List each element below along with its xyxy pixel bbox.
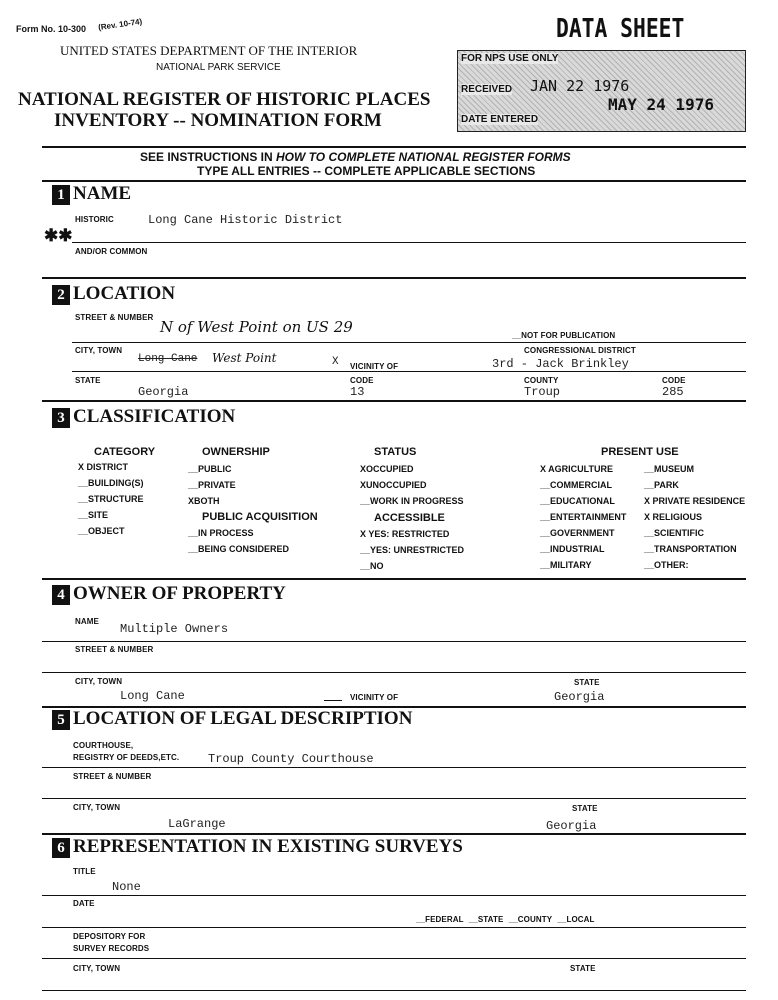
historic-value[interactable]: Long Cane Historic District (148, 213, 343, 227)
section-3-divider (42, 578, 746, 580)
section-5-divider (42, 833, 746, 835)
category-heading: CATEGORY (94, 446, 156, 458)
form-title-line2: INVENTORY -- NOMINATION FORM (54, 110, 382, 131)
instructions-line1 (140, 150, 571, 164)
accessible-restricted[interactable]: X YES: RESTRICTED (360, 529, 450, 539)
header-divider (42, 146, 746, 148)
county-value[interactable]: Troup (524, 385, 561, 399)
category-buildings[interactable]: __BUILDING(S) (78, 478, 144, 488)
ownership-both[interactable]: XBOTH (188, 496, 220, 506)
section-4-title: OWNER OF PROPERTY (73, 583, 286, 604)
use-educational[interactable]: __EDUCATIONAL (540, 496, 615, 506)
form-title-line1: NATIONAL REGISTER OF HISTORIC PLACES (18, 89, 431, 110)
owner-name-value[interactable]: Multiple Owners (120, 622, 229, 636)
section-5-title: LOCATION OF LEGAL DESCRIPTION (73, 708, 413, 729)
survey-city-label: CITY, TOWN (73, 964, 121, 973)
nps-use-box (457, 50, 746, 132)
county-label: COUNTY (524, 376, 559, 385)
legal-state-label: STATE (572, 804, 598, 813)
street-line (72, 342, 746, 343)
legal-city-label: CITY, TOWN (73, 803, 121, 812)
survey-title-value[interactable]: None (112, 880, 141, 894)
code-label: CODE (350, 376, 374, 385)
accessible-unrestricted[interactable]: __YES: UNRESTRICTED (360, 545, 465, 555)
city-value-struck: Long Cane (138, 353, 198, 365)
date-entered-value: MAY 24 1976 (608, 95, 714, 114)
survey-date-line (42, 927, 746, 928)
owner-street-line (42, 672, 746, 673)
ownership-private[interactable]: __PRIVATE (188, 480, 236, 490)
category-site[interactable]: __SITE (78, 510, 109, 520)
section-4-number: 4 (52, 585, 70, 605)
category-object[interactable]: __OBJECT (78, 526, 125, 536)
use-transportation[interactable]: __TRANSPORTATION (644, 544, 737, 554)
section-5-number: 5 (52, 710, 70, 730)
form-revision: (Rev. 10-74) (97, 16, 143, 33)
state-value[interactable]: Georgia (138, 385, 189, 399)
legal-city-value[interactable]: LaGrange (168, 817, 226, 831)
courthouse-value[interactable]: Troup County Courthouse (208, 752, 374, 766)
service-name: NATIONAL PARK SERVICE (156, 62, 281, 73)
vicinity-mark[interactable]: X (332, 356, 339, 368)
use-entertainment[interactable]: __ENTERTAINMENT (540, 512, 627, 522)
congressional-district-value[interactable]: 3rd - Jack Brinkley (492, 357, 629, 371)
legal-street-label: STREET & NUMBER (73, 772, 152, 781)
use-military[interactable]: __MILITARY (540, 560, 592, 570)
section-1-title: NAME (73, 183, 132, 204)
accessible-no[interactable]: __NO (360, 561, 384, 571)
depository-label-1: DEPOSITORY FOR (73, 932, 146, 941)
instructions-divider (42, 180, 746, 182)
legal-state-value[interactable]: Georgia (546, 819, 597, 833)
acquisition-being-considered[interactable]: __BEING CONSIDERED (188, 544, 290, 554)
city-value[interactable]: West Point (212, 351, 277, 365)
ownership-heading: OWNERSHIP (202, 446, 270, 458)
owner-vicinity-blank (324, 700, 342, 701)
form-number: Form No. 10-300 (16, 24, 87, 34)
acquisition-in-process[interactable]: __IN PROCESS (188, 528, 254, 538)
owner-street-label: STREET & NUMBER (75, 645, 154, 654)
not-for-publication[interactable]: __NOT FOR PUBLICATION (512, 331, 616, 340)
street-label: STREET & NUMBER (75, 313, 154, 322)
instructions-italic: HOW TO COMPLETE NATIONAL REGISTER FORMS (276, 150, 571, 164)
use-park[interactable]: __PARK (644, 480, 679, 490)
state-label: STATE (75, 376, 101, 385)
section-3-number: 3 (52, 408, 70, 428)
county-code-value[interactable]: 285 (662, 385, 684, 399)
city-label: CITY, TOWN (75, 346, 123, 355)
instructions-prefix: SEE INSTRUCTIONS IN (140, 150, 277, 164)
owner-state-value[interactable]: Georgia (554, 690, 605, 704)
owner-vicinity-label: VICINITY OF (350, 693, 399, 702)
received-label: RECEIVED (461, 84, 513, 95)
county-code-label: CODE (662, 376, 686, 385)
survey-levels[interactable]: __FEDERAL __STATE __COUNTY __LOCAL (416, 915, 595, 924)
section-1-divider (42, 277, 746, 279)
use-other[interactable]: __OTHER: (644, 560, 689, 570)
use-agriculture[interactable]: X AGRICULTURE (540, 464, 613, 474)
data-sheet-stamp: DATA SHEET (556, 14, 685, 44)
courthouse-line (42, 767, 746, 768)
department-name: UNITED STATES DEPARTMENT OF THE INTERIOR (60, 43, 358, 58)
courthouse-label-2: REGISTRY OF DEEDS,ETC. (73, 753, 180, 762)
status-unoccupied[interactable]: XUNOCCUPIED (360, 480, 427, 490)
owner-name-label: NAME (75, 617, 99, 626)
survey-state-label: STATE (570, 964, 596, 973)
historic-label: HISTORIC (75, 215, 114, 224)
use-museum[interactable]: __MUSEUM (644, 464, 695, 474)
common-label: AND/OR COMMON (75, 247, 148, 256)
use-scientific[interactable]: __SCIENTIFIC (644, 528, 705, 538)
category-district[interactable]: X DISTRICT (78, 462, 129, 472)
accessible-heading: ACCESSIBLE (374, 512, 445, 524)
survey-date-label: DATE (73, 899, 95, 908)
bottom-line (42, 990, 746, 991)
use-industrial[interactable]: __INDUSTRIAL (540, 544, 605, 554)
vicinity-label: VICINITY OF (350, 362, 399, 371)
handwritten-marks: ✱✱ (44, 226, 73, 245)
depository-line (42, 958, 746, 959)
legal-street-line (42, 798, 746, 799)
section-6-number: 6 (52, 838, 70, 858)
use-religious[interactable]: X RELIGIOUS (644, 512, 703, 522)
date-entered-label: DATE ENTERED (461, 114, 539, 125)
ownership-public[interactable]: __PUBLIC (188, 464, 232, 474)
owner-name-line (42, 641, 746, 642)
use-commercial[interactable]: __COMMERCIAL (540, 480, 613, 490)
code-value[interactable]: 13 (350, 385, 365, 399)
city-line (72, 371, 746, 372)
received-date: JAN 22 1976 (530, 77, 630, 95)
use-private-residence[interactable]: X PRIVATE RESIDENCE (644, 496, 746, 506)
section-3-title: CLASSIFICATION (73, 406, 236, 427)
owner-city-label: CITY, TOWN (75, 677, 123, 686)
owner-state-label: STATE (574, 678, 600, 687)
courthouse-label-1: COURTHOUSE, (73, 741, 134, 750)
congressional-district-label: CONGRESSIONAL DISTRICT (524, 346, 636, 355)
section-2-title: LOCATION (73, 283, 176, 304)
use-government[interactable]: __GOVERNMENT (540, 528, 615, 538)
nps-use-label: FOR NPS USE ONLY (461, 53, 559, 64)
status-occupied[interactable]: XOCCUPIED (360, 464, 414, 474)
section-2-number: 2 (52, 285, 70, 305)
owner-city-value[interactable]: Long Cane (120, 689, 185, 703)
category-structure[interactable]: __STRUCTURE (78, 494, 144, 504)
acquisition-heading: PUBLIC ACQUISITION (202, 511, 318, 523)
status-work-in-progress[interactable]: __WORK IN PROGRESS (360, 496, 464, 506)
common-line (72, 242, 746, 243)
status-heading: STATUS (374, 446, 417, 458)
street-value[interactable]: N of West Point on US 29 (160, 318, 353, 336)
section-2-divider (42, 400, 746, 402)
section-1-number: 1 (52, 185, 70, 205)
depository-label-2: SURVEY RECORDS (73, 944, 150, 953)
present-use-heading: PRESENT USE (601, 446, 679, 458)
section-6-title: REPRESENTATION IN EXISTING SURVEYS (73, 836, 463, 857)
survey-title-line (42, 895, 746, 896)
survey-title-label: TITLE (73, 867, 96, 876)
instructions-line2: TYPE ALL ENTRIES -- COMPLETE APPLICABLE SECTIONS (197, 164, 536, 178)
